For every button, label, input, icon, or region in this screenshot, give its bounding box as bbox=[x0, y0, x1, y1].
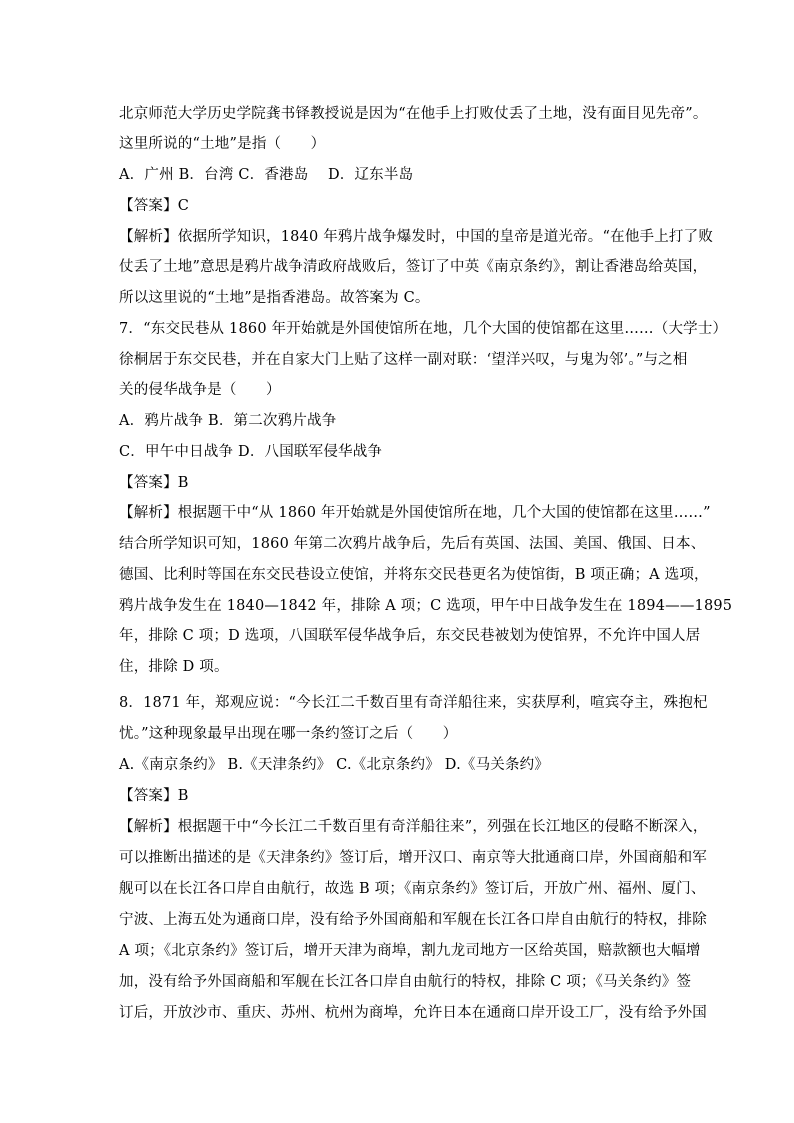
q7-stem-line-2: 徐桐居于东交民巷，并在自家大门上贴了这样一副对联：‘望洋兴叹，与鬼为邻’。”与之相 bbox=[119, 352, 688, 368]
q8-options: A.《南京条约》 B.《天津条约》 C.《北京条约》 D.《马关条约》 bbox=[119, 757, 550, 773]
q7-analysis-line-2: 结合所学知识可知，1860 年第二次鸦片战争后，先后有英国、法国、美国、俄国、日本、 bbox=[119, 536, 706, 552]
q8-stem-line-1: 8．1871 年，郑观应说：“今长江二千数百里有奇洋船往来，实获厚利，喧宾夺主，殊抱杞 bbox=[119, 695, 708, 711]
q8-analysis-line-4: 宁波、上海五处为通商口岸，没有给予外国商船和军舰在长江各口岸自由航行的特权，排除 bbox=[119, 912, 707, 928]
q8-analysis-line-3: 舰可以在长江各口岸自由航行，故选 B 项；《南京条约》签订后，开放广州、福州、厦门、 bbox=[119, 881, 706, 897]
q8-stem-line-2: 忧。”这种现象最早出现在哪一条约签订之后（ ） bbox=[119, 726, 458, 742]
q7-analysis-line-1: 【解析】根据题干中“从 1860 年开始就是外国使馆所在地，几个大国的使馆都在这里……” bbox=[119, 505, 711, 521]
q7-analysis-line-4: 鸦片战争发生在 1840—1842 年，排除 A 项；C 选项，甲午中日战争发生在 1894——1895 bbox=[119, 598, 733, 614]
q6-options: A．广州 B．台湾 C．香港岛 D．辽东半岛 bbox=[119, 167, 414, 183]
q8-answer: 【答案】B bbox=[119, 788, 189, 804]
q7-analysis-line-6: 住，排除 D 项。 bbox=[119, 659, 229, 675]
q7-stem-line-3: 关的侵华战争是（ ） bbox=[119, 382, 281, 398]
q7-options-line-1: A．鸦片战争 B．第二次鸦片战争 bbox=[119, 413, 337, 429]
q8-analysis-line-2: 可以推断出描述的是《天津条约》签订后，增开汉口、南京等大批通商口岸，外国商船和军 bbox=[119, 850, 707, 866]
q8-analysis-line-1: 【解析】根据题干中“今长江二千数百里有奇洋船往来”，列强在长江地区的侵略不断深入， bbox=[119, 819, 708, 835]
q7-analysis-line-3: 德国、比利时等国在东交民巷设立使馆，并将东交民巷更名为使馆街，B 项正确；A 选项， bbox=[119, 567, 709, 583]
q7-analysis-line-5: 年，排除 C 项；D 选项，八国联军侵华战争后，东交民巷被划为使馆界，不允许中国人居 bbox=[119, 628, 701, 644]
q6-analysis-line-3: 所以这里说的“土地”是指香港岛。故答案为 C。 bbox=[119, 290, 430, 306]
q7-answer: 【答案】B bbox=[119, 475, 189, 491]
q8-analysis-line-7: 订后，开放沙市、重庆、苏州、杭州为商埠，允许日本在通商口岸开设工厂，没有给予外国 bbox=[119, 1005, 707, 1021]
q6-stem-line-2: 这里所说的“土地”是指（ ） bbox=[119, 136, 326, 152]
q7-stem-line-1: 7．“东交民巷从 1860 年开始就是外国使馆所在地，几个大国的使馆都在这里……（大学士） bbox=[119, 321, 728, 337]
q6-stem-line-1: 北京师范大学历史学院龚书铎教授说是因为“在他手上打败仗丢了土地，没有面目见先帝”。 bbox=[119, 106, 708, 122]
q7-options-line-2: C．甲午中日战争 D．八国联军侵华战争 bbox=[119, 444, 383, 460]
q6-analysis-line-1: 【解析】依据所学知识，1840 年鸦片战争爆发时，中国的皇帝是道光帝。“在他手上打了败 bbox=[119, 229, 714, 245]
q8-analysis-line-6: 加，没有给予外国商船和军舰在长江各口岸自由航行的特权，排除 C 项；《马关条约》签 bbox=[119, 974, 692, 990]
q8-analysis-line-5: A 项；《北京条约》签订后，增开天津为商埠，割九龙司地方一区给英国，赔款额也大幅增 bbox=[119, 943, 701, 959]
q6-analysis-line-2: 仗丢了土地”意思是鸦片战争清政府战败后，签订了中英《南京条约》，割让香港岛给英国， bbox=[119, 259, 708, 275]
q6-answer: 【答案】C bbox=[119, 198, 190, 214]
